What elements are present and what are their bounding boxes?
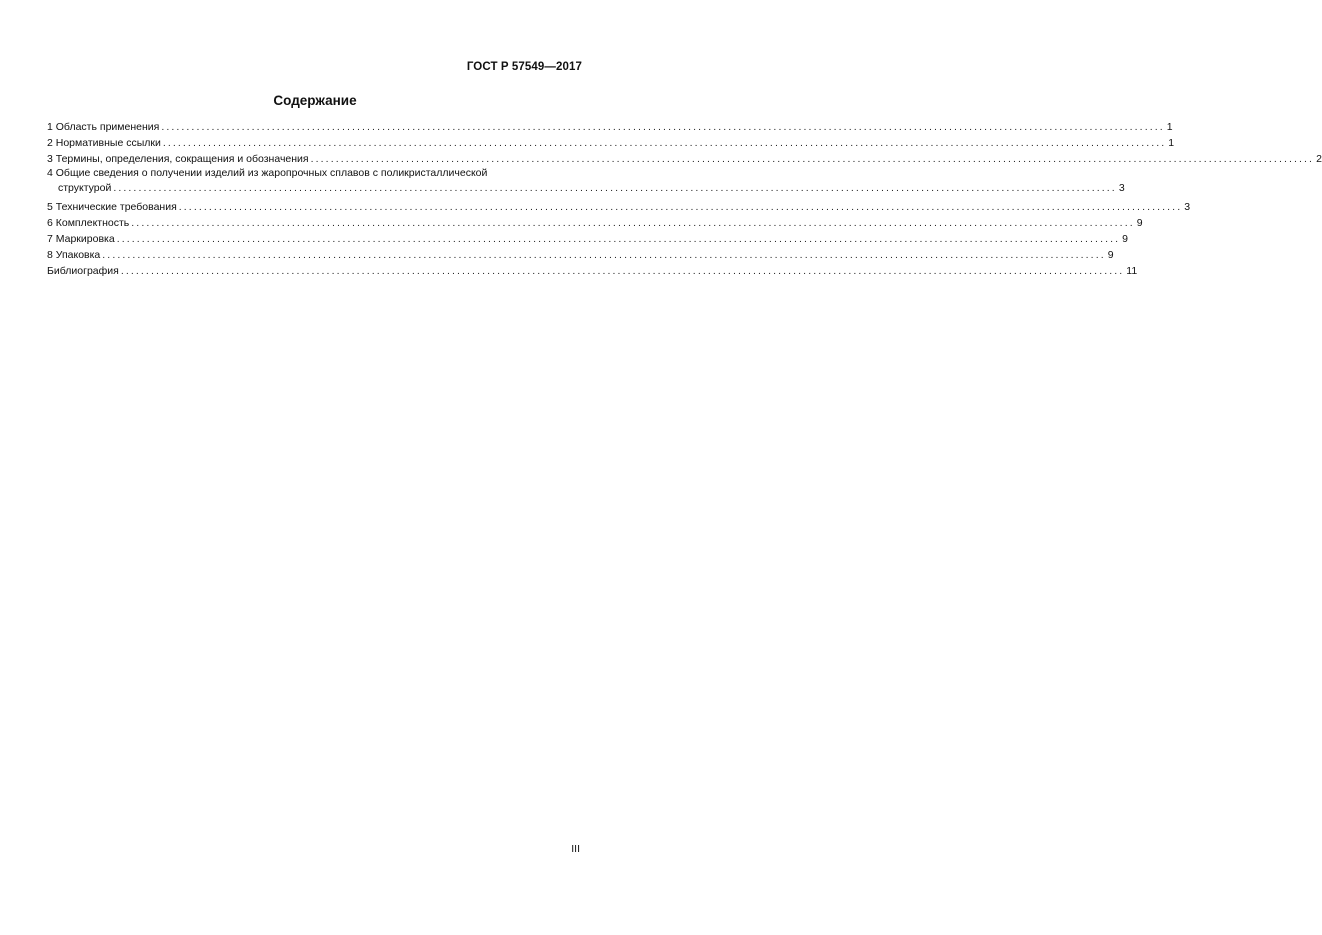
toc-entry-marking[interactable] (47, 231, 1128, 247)
toc-entry-page: 9 (1136, 217, 1143, 229)
table-of-contents (47, 119, 1322, 279)
toc-leader-dots: ........................................................................................................................................................................................................ (310, 153, 1315, 165)
toc-entry-text-continued: структурой (58, 182, 112, 194)
toc-entry-text: 8 Упаковка (47, 249, 101, 261)
toc-leader-dots: ........................................................................................................................................................................................................ (131, 217, 1135, 229)
toc-entry-text: 2 Нормативные ссылки (47, 137, 161, 149)
toc-entry-terms[interactable] (47, 151, 1322, 167)
toc-entry-page: 3 (1118, 182, 1125, 194)
toc-leader-dots: ........................................................................................................................................................................................................ (178, 201, 1183, 213)
toc-entry-page: 1 (1166, 121, 1173, 133)
toc-leader-dots: ........................................................................................................................................................................................................ (102, 249, 1106, 261)
toc-entry-normative-references[interactable] (47, 135, 1175, 151)
toc-entry-page: 2 (1316, 153, 1322, 165)
toc-leader-dots: ........................................................................................................................................................................................................ (116, 233, 1121, 245)
toc-entry-text: 1 Область применения (47, 121, 160, 133)
toc-entry-bibliography[interactable] (47, 263, 1138, 279)
toc-title: Содержание (273, 93, 357, 108)
toc-entry-text: Библиография (47, 265, 119, 277)
toc-entry-page: 3 (1184, 201, 1191, 213)
toc-entry-text: 4 Общие сведения о получении изделий из жаропрочных сплавов с поликристаллической (47, 167, 488, 179)
toc-entry-packaging[interactable] (47, 247, 1114, 263)
toc-entry-page: 9 (1122, 233, 1128, 245)
toc-entry-page: 11 (1126, 265, 1138, 277)
toc-entry-scope[interactable] (47, 119, 1173, 135)
toc-leader-dots: ........................................................................................................................................................................................................ (120, 265, 1125, 277)
toc-entry-text: 7 Маркировка (47, 233, 115, 245)
toc-leader-dots: ........................................................................................................................................................................................................ (113, 182, 1117, 194)
toc-entry-page: 9 (1107, 249, 1114, 261)
toc-entry-general-info[interactable] (47, 167, 1125, 199)
toc-entry-text: 6 Комплектность (47, 217, 130, 229)
toc-leader-dots: ........................................................................................................................................................................................................ (161, 121, 1165, 133)
toc-entry-text: 5 Технические требования (47, 201, 177, 213)
page-number: III (571, 843, 580, 855)
toc-leader-dots: ........................................................................................................................................................................................................ (162, 137, 1167, 149)
toc-entry-completeness[interactable] (47, 215, 1143, 231)
toc-entry-technical-requirements[interactable] (47, 199, 1191, 215)
document-code: ГОСТ Р 57549—2017 (466, 61, 582, 73)
toc-entry-page: 1 (1168, 137, 1175, 149)
toc-entry-text: 3 Термины, определения, сокращения и обозначения (47, 153, 309, 165)
